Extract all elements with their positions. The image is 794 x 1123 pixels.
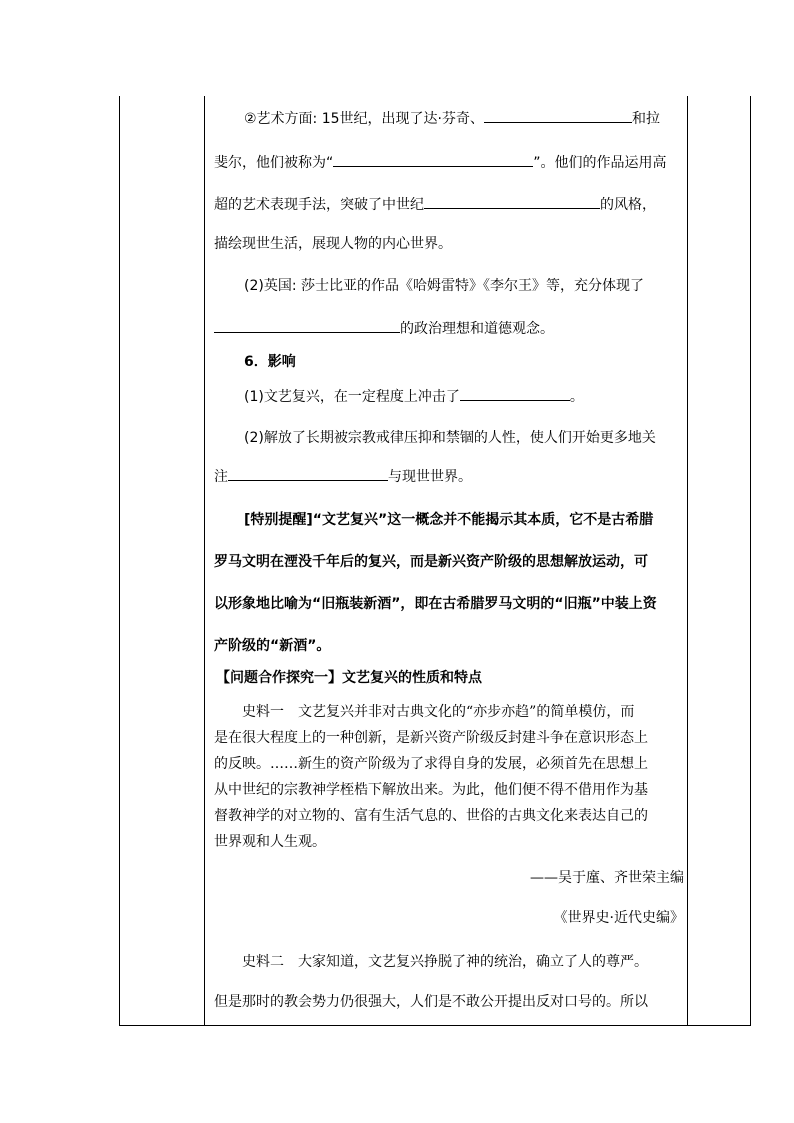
reminder-line-4: 产阶级的“新酒”。 bbox=[214, 638, 331, 654]
blank-fill-in[interactable] bbox=[424, 194, 600, 209]
art-line-4: 描绘现世生活，展现人物的内心世界。 bbox=[214, 236, 452, 252]
blank-fill-in[interactable] bbox=[484, 108, 632, 123]
impact-para-2-cont: 注 与现世世界。 bbox=[214, 466, 472, 487]
material-1-source-book: 《世界史·近代史编》 bbox=[553, 910, 684, 926]
material-2-line-2: 但是那时的教会势力仍很强大，人们是不敢公开提出反对口号的。所以 bbox=[214, 994, 648, 1010]
material-1-source-author: ——吴于廑、齐世荣主编 bbox=[530, 870, 684, 886]
table-column-divider-left bbox=[204, 96, 205, 1026]
reminder-line-3: 以形象地比喻为“旧瓶装新酒”，即在古希腊罗马文明的“旧瓶”中装上资 bbox=[214, 596, 657, 612]
blank-fill-in[interactable] bbox=[333, 152, 533, 167]
table-column-divider-right bbox=[687, 96, 688, 1026]
art-line-2: 斐尔，他们被称为“ ”。他们的作品运用高 bbox=[214, 152, 667, 173]
england-line-2: 的政治理想和道德观念。 bbox=[214, 318, 554, 339]
reminder-line-1: [特别提醒]“文艺复兴”这一概念并不能揭示其本质，它不是古希腊 bbox=[244, 512, 654, 528]
inquiry-heading: 【问题合作探究一】文艺复兴的性质和特点 bbox=[216, 670, 482, 686]
material-1-line: 督教神学的对立物的、富有生活气息的、世俗的古典文化来表达自己的 bbox=[214, 808, 648, 824]
art-line-1: ②艺术方面: 15世纪，出现了达·芬奇、 和拉 bbox=[244, 108, 660, 129]
blank-fill-in[interactable] bbox=[214, 318, 400, 333]
england-line-1: (2)英国: 莎士比亚的作品《哈姆雷特》《李尔王》等，充分体现了 bbox=[244, 278, 644, 294]
material-1-line: 是在很大程度上的一种创新，是新兴资产阶级反封建斗争在意识形态上 bbox=[214, 730, 648, 746]
art-line-3: 超的艺术表现手法，突破了中世纪 的风格， bbox=[214, 194, 656, 215]
blank-fill-in[interactable] bbox=[228, 466, 388, 481]
material-1-line: 的反映。……新生的资产阶级为了求得自身的发展，必须首先在思想上 bbox=[214, 756, 648, 772]
material-1-line: 从中世纪的宗教神学桎梏下解放出来。为此，他们便不得不借用作为基 bbox=[214, 782, 648, 798]
impact-para-1: (1)文艺复兴，在一定程度上冲击了 。 bbox=[244, 386, 584, 407]
material-1-line: 世界观和人生观。 bbox=[214, 834, 326, 850]
impact-para-2: (2)解放了长期被宗教戒律压抑和禁锢的人性，使人们开始更多地关 bbox=[244, 430, 656, 446]
material-1-line: 史料一 文艺复兴并非对古典文化的“亦步亦趋”的简单模仿，而 bbox=[242, 704, 635, 720]
material-2-line-1: 史料二 大家知道，文艺复兴挣脱了神的统治，确立了人的尊严。 bbox=[242, 954, 648, 970]
reminder-line-2: 罗马文明在湮没千年后的复兴，而是新兴资产阶级的思想解放运动，可 bbox=[214, 554, 648, 570]
blank-fill-in[interactable] bbox=[460, 386, 570, 401]
impact-heading: 6．影响 bbox=[244, 354, 296, 370]
